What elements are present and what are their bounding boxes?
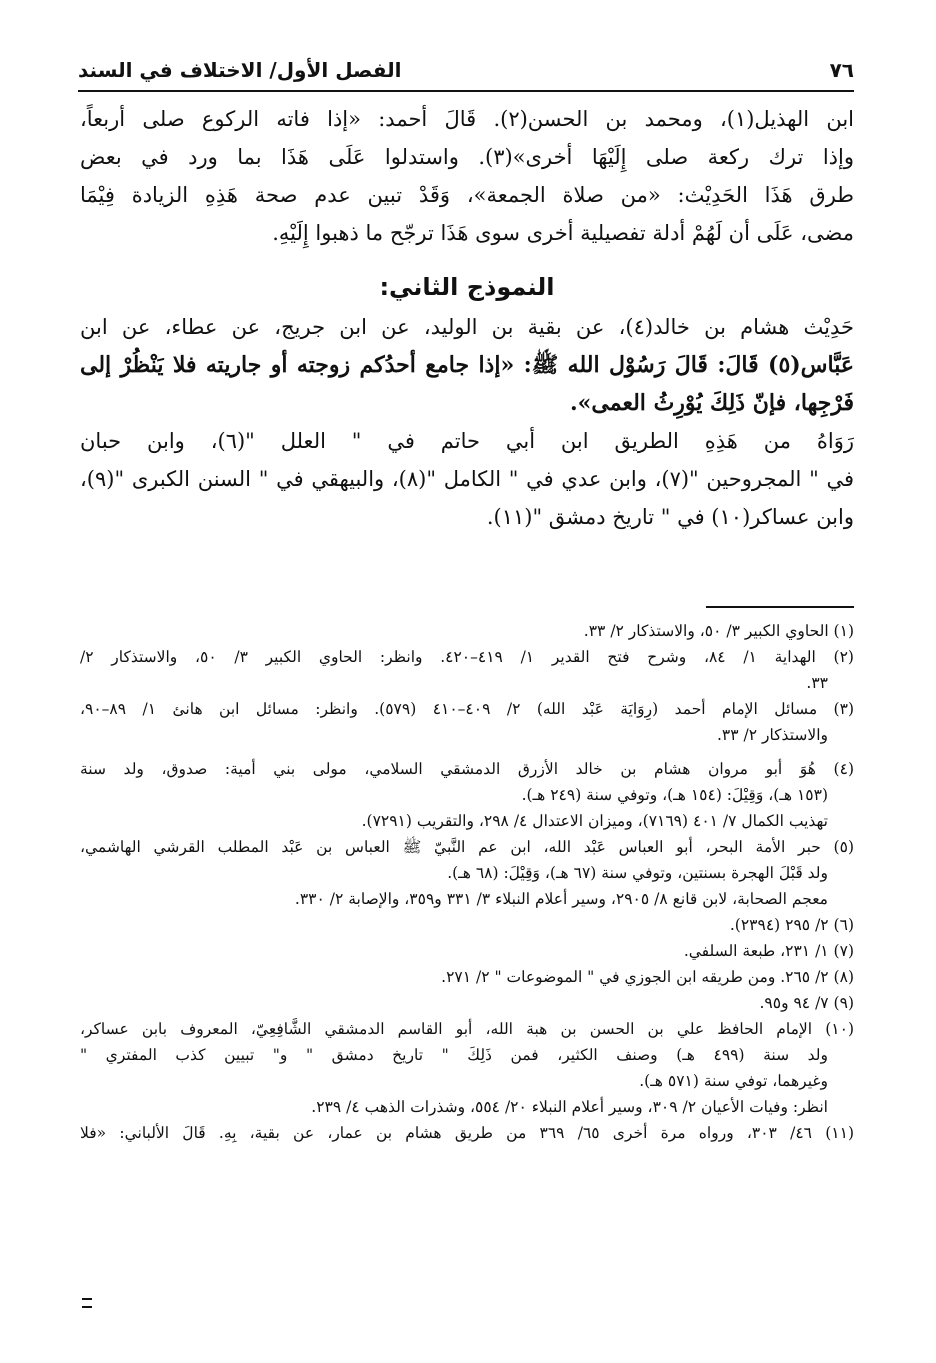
footnote-4-refs: تهذيب الكمال ٧/ ٤٠١ (٧١٦٩)، وميزان الاعتدال ٤/ ٢٩٨، والتقريب (٧٢٩١). — [361, 812, 828, 830]
footnote-2-cont: ٣٣. — [806, 674, 828, 692]
body-line: رَوَاهُ من هَذِهِ الطريق ابن أبي حاتم في " العلل "(٦)، وابن حبان — [80, 429, 854, 453]
footnote-10-cont: وغيرهما، توفي سنة (٥٧١ هـ). — [639, 1072, 828, 1090]
body-line: في " المجروحين "(٧)، وابن عدي في " الكامل "(٨)، والبيهقي في " السنن الكبرى "(٩)، — [80, 467, 854, 491]
footnote-1: (١) الحاوي الكبير ٣/ ٥٠، والاستذكار ٢/ ٣٣. — [583, 622, 854, 640]
footnote-5: (٥) حبر الأمة البحر، أبو العباس عَبْد الله، ابن عم النَّبيّ ﷺ العباس بن عَبْد المطلب القرشي الهاشمي، — [80, 838, 854, 856]
section-heading: النموذج الثاني: — [379, 273, 555, 301]
body-line: حَدِيْث هشام بن خالد(٤)، عن بقية بن الوليد، عن ابن جريج، عن عطاء، عن ابن — [80, 315, 854, 339]
footnote-4-cont: (١٥٣ هـ)، وَقِيْلَ: (١٥٤ هـ)، وتوفي سنة (٢٤٩ هـ). — [521, 786, 828, 804]
footnote-6: (٦) ٢/ ٢٩٥ (٢٣٩٤). — [729, 916, 854, 934]
body-line: وإذا ترك ركعة صلى إِلَيْهَا أخرى»(٣). واستدلوا عَلَى هَذَا بما ورد في بعض — [80, 145, 854, 169]
body-line: ابن الهذيل(١)، ومحمد بن الحسن(٢). قَالَ أحمد: «إذا فاته الركوع صلى أربعاً، — [80, 107, 854, 131]
footnote-3: (٣) مسائل الإمام أحمد (رِوَايَة عَبْد الله) ٢/ ٤٠٩–٤١٠ (٥٧٩). وانظر: مسائل ابن هانئ ١/ ٨٩–٩٠، — [80, 700, 854, 718]
body-line: وابن عساكر(١٠) في " تاريخ دمشق "(١١). — [486, 505, 854, 529]
footnote-10: (١٠) الإمام الحافظ علي بن الحسن بن هبة الله، أبو القاسم الدمشقي الشَّافِعِيّ، المعروف بابن عساكر، — [80, 1020, 854, 1038]
footnote-2: (٢) الهداية ١/ ٨٤، وشرح فتح القدير ١/ ٤١٩–٤٢٠. وانظر: الحاوي الكبير ٣/ ٥٠، والاستذكار ٢/ — [80, 648, 854, 666]
body-line: طرق هَذَا الحَدِيْث: «من صلاة الجمعة»، وَقَدْ تبين عدم صحة هَذِهِ الزيادة فِيْمَا — [80, 183, 854, 207]
hadith-line: فَرْجِها، فإنّ ذَلِكَ يُوْرِثُ العمى». — [570, 390, 854, 416]
chapter-title: الفصل الأول/ الاختلاف في السند — [78, 58, 402, 82]
footnote-separator — [706, 606, 854, 608]
footnote-11: (١١) ٤٦/ ٣٠٣، ورواه مرة أخرى ٦٥/ ٣٦٩ من طريق هشام بن عمار، عن بقية، بِهِ. قَالَ الألباني: «فلا — [80, 1124, 854, 1142]
header-rule — [78, 90, 854, 92]
page-number: ٧٦ — [829, 58, 854, 82]
footnote-3-cont: والاستذكار ٢/ ٣٣. — [716, 726, 828, 744]
body-line: مضى، عَلَى أن لَهُمْ أدلة تفصيلية أخرى سوى هَذَا ترجّح ما ذهبوا إِلَيْهِ. — [272, 221, 854, 245]
footnote-10-cont: ولد سنة (٤٩٩ هـ) وصنف الكثير، فمن ذَلِكَ " تاريخ دمشق " و" تبيين كذب المفتري " — [80, 1046, 828, 1064]
footnote-5-refs: معجم الصحابة، لابن قانع ٨/ ٢٩٠٥، وسير أعلام النبلاء ٣/ ٣٣١ و٣٥٩، والإصابة ٢/ ٣٣٠. — [294, 890, 828, 908]
footnote-5-cont: ولد قَبْلَ الهجرة بسنتين، وتوفي سنة (٦٧ هـ)، وَقِيْلَ: (٦٨ هـ). — [447, 864, 828, 882]
running-header — [78, 58, 854, 86]
footnote-4: (٤) هُوَ أبو مروان هشام بن خالد الأزرق الدمشقي السلامي، مولى بني أمية: صدوق، ولد سنة — [80, 760, 854, 778]
continuation-mark — [82, 1298, 92, 1308]
hadith-line: عَبَّاس(٥) قَالَ: قَالَ رَسُوْل الله ﷺ: «إذا جامع أحدُكم زوجته أو جاريته فلا يَنْظُرْ إلى — [80, 352, 854, 378]
footnotes — [80, 618, 854, 1146]
footnote-8: (٨) ٢/ ٢٦٥. ومن طريقه ابن الجوزي في " الموضوعات " ٢/ ٢٧١. — [441, 968, 854, 986]
footnote-10-refs: انظر: وفيات الأعيان ٢/ ٣٠٩، وسير أعلام النبلاء ٢٠/ ٥٥٤، وشذرات الذهب ٤/ ٢٣٩. — [311, 1098, 828, 1116]
footnote-9: (٩) ٧/ ٩٤ و٩٥. — [759, 994, 854, 1012]
footnote-7: (٧) ١/ ٢٣١، طبعة السلفي. — [683, 942, 854, 960]
main-text — [80, 100, 854, 536]
